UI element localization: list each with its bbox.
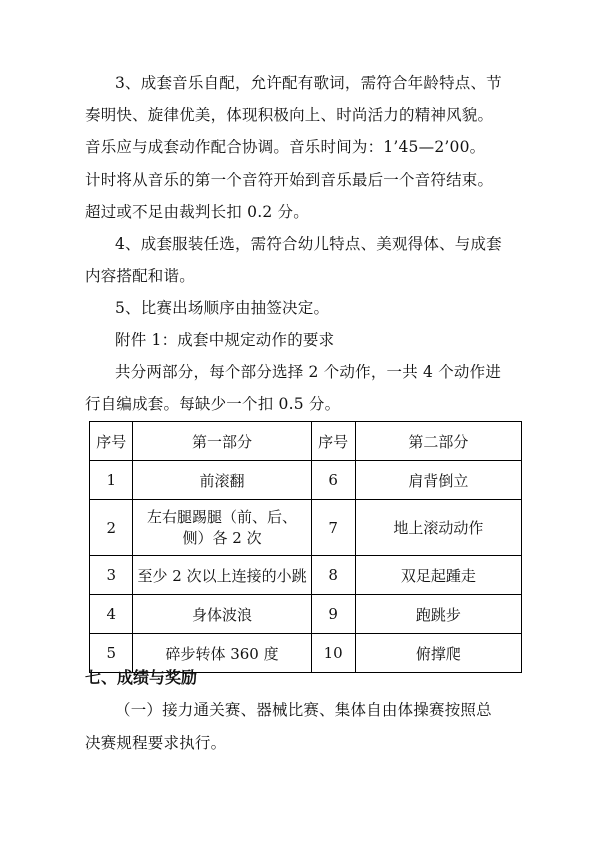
table-row bbox=[90, 500, 522, 556]
table-cell: 双足起踵走 bbox=[355, 556, 521, 595]
table-header-cell: 序号 bbox=[311, 422, 355, 461]
attachment-intro-line-2: 行自编成套。每缺少一个扣 0.5 分。 bbox=[85, 395, 341, 413]
required-moves-table bbox=[89, 421, 522, 673]
paragraph-music-line-1: 3、成套音乐自配，允许配有歌词，需符合年龄特点、节 bbox=[115, 74, 502, 92]
table-cell: 俯撑爬 bbox=[355, 634, 521, 673]
table-cell: 碎步转体 360 度 bbox=[133, 634, 311, 673]
table-cell: 9 bbox=[311, 595, 355, 634]
section-paragraph-line-2: 决赛规程要求执行。 bbox=[85, 734, 227, 752]
paragraph-order: 5、比赛出场顺序由抽签决定。 bbox=[115, 299, 330, 317]
table-cell: 地上滚动动作 bbox=[355, 500, 521, 556]
table-cell: 肩背倒立 bbox=[355, 461, 521, 500]
table-cell: 前滚翻 bbox=[133, 461, 311, 500]
paragraph-costume-line-1: 4、成套服装任选，需符合幼儿特点、美观得体、与成套 bbox=[115, 235, 502, 253]
paragraph-music-line-5: 超过或不足由裁判长扣 0.2 分。 bbox=[85, 203, 309, 221]
attachment-title: 附件 1：成套中规定动作的要求 bbox=[115, 331, 335, 349]
table-cell: 至少 2 次以上连接的小跳 bbox=[133, 556, 311, 595]
table-cell: 身体波浪 bbox=[133, 595, 311, 634]
table-cell: 6 bbox=[311, 461, 355, 500]
table-cell: 跑跳步 bbox=[355, 595, 521, 634]
table-cell: 1 bbox=[90, 461, 133, 500]
table-cell: 8 bbox=[311, 556, 355, 595]
paragraph-music-line-2: 奏明快、旋律优美，体现积极向上、时尚活力的精神风貌。 bbox=[85, 106, 494, 124]
attachment-intro-line-1: 共分两部分，每个部分选择 2 个动作，一共 4 个动作进 bbox=[115, 363, 502, 381]
table-header-cell: 序号 bbox=[90, 422, 133, 461]
table-row bbox=[90, 556, 522, 595]
table-cell: 4 bbox=[90, 595, 133, 634]
table-cell: 左右腿踢腿（前、后、侧）各 2 次 bbox=[133, 500, 311, 556]
paragraph-music-line-4: 计时将从音乐的第一个音符开始到音乐最后一个音符结束。 bbox=[85, 171, 494, 189]
table-row bbox=[90, 461, 522, 500]
table-cell: 5 bbox=[90, 634, 133, 673]
table-header-cell: 第二部分 bbox=[355, 422, 521, 461]
table-cell: 7 bbox=[311, 500, 355, 556]
table-cell: 10 bbox=[311, 634, 355, 673]
table-row bbox=[90, 595, 522, 634]
section-paragraph-line-1: （一）接力通关赛、器械比赛、集体自由体操赛按照总 bbox=[115, 701, 492, 719]
table-header-cell: 第一部分 bbox=[133, 422, 311, 461]
paragraph-costume-line-2: 内容搭配和谐。 bbox=[85, 267, 195, 285]
table-header-row bbox=[90, 422, 522, 461]
paragraph-music-line-3: 音乐应与成套动作配合协调。音乐时间为：1’45—2’00。 bbox=[85, 138, 486, 156]
table-cell: 3 bbox=[90, 556, 133, 595]
section-heading: 七、成绩与奖励 bbox=[85, 668, 198, 687]
table-cell: 2 bbox=[90, 500, 133, 556]
